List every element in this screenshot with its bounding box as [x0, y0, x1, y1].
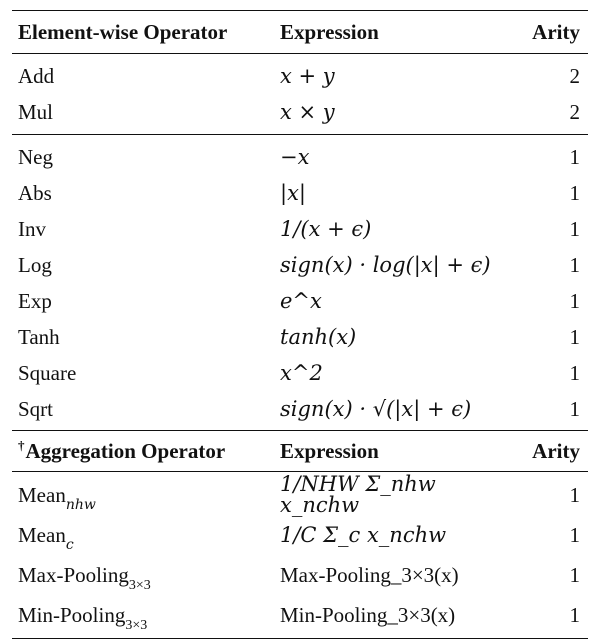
- table-row-abs: [12, 175, 588, 211]
- arity-header: Arity: [532, 19, 580, 44]
- expression-math: tanh(x): [280, 324, 357, 349]
- operator-name: Log: [18, 252, 52, 277]
- operator-expression: [280, 324, 520, 349]
- table-row-inv: [12, 211, 588, 247]
- table-row-sqrt: [12, 391, 588, 427]
- operator-expression: [280, 99, 520, 124]
- operator-arity: 1: [569, 288, 580, 313]
- operator-base: Min-Pooling: [18, 602, 126, 627]
- expression-math: 1/C Σ_c x_nchw: [280, 522, 447, 547]
- table-row-square: [12, 355, 588, 391]
- operator-arity: 1: [569, 180, 580, 205]
- operator-name: Add: [18, 63, 55, 88]
- operator-base: Max-Pooling: [18, 562, 129, 587]
- operator-subscript: c: [65, 536, 74, 553]
- operator-arity: 1: [569, 216, 580, 241]
- expression-math: sign(x) · √(|x| + ϵ): [280, 396, 472, 421]
- table-row-mul: [12, 94, 588, 130]
- expression-math: sign(x) · log(|x| + ϵ): [280, 252, 491, 277]
- operator-expression: [280, 474, 520, 516]
- table-row-max-pooling: [12, 555, 588, 595]
- operator-arity: 1: [569, 482, 580, 507]
- operator-expression: [280, 180, 520, 205]
- binary-unary-rule: [12, 134, 588, 135]
- table-row-exp: [12, 283, 588, 319]
- operator-name: Mul: [18, 99, 54, 124]
- expression-math: Min-Pooling_3×3(x): [280, 602, 456, 627]
- table-row-add: [12, 58, 588, 94]
- operator-arity: 1: [569, 396, 580, 421]
- operator-name: Inv: [18, 216, 46, 241]
- operator-arity: 1: [569, 252, 580, 277]
- operator-name: Square: [18, 360, 77, 385]
- expression-math: 1/(x + ϵ): [280, 216, 372, 241]
- operator-expression: [280, 144, 520, 169]
- table-row-neg: [12, 139, 588, 175]
- expression-header: Expression: [280, 19, 379, 44]
- aggregation-operator-header: [18, 437, 280, 463]
- expression-math: 1/NHW Σ_nhw x_nchw: [280, 472, 436, 517]
- operator-expression: [280, 562, 520, 587]
- element-wise-operator-header: Element-wise Operator: [18, 19, 228, 44]
- expression-math: Max-Pooling_3×3(x): [280, 562, 459, 587]
- operator-arity: 1: [569, 360, 580, 385]
- operator-base: Mean: [18, 522, 66, 547]
- operator-arity: 2: [569, 63, 580, 88]
- table-row-log: [12, 247, 588, 283]
- table-row-mean-c: [12, 515, 588, 555]
- operator-expression: [280, 360, 520, 385]
- element-wise-header-row: [12, 11, 588, 53]
- operator-name: [18, 522, 280, 553]
- operator-base: Mean: [18, 482, 66, 507]
- expression-header: Expression: [280, 438, 379, 463]
- table-row-mean-nhw: [12, 472, 588, 517]
- operator-expression: [280, 522, 520, 547]
- table-row-tanh: [12, 319, 588, 355]
- operator-name: Sqrt: [18, 396, 54, 421]
- operator-name: [18, 562, 280, 593]
- operator-name: [18, 602, 280, 633]
- operator-expression: [280, 252, 520, 277]
- table-row-min-pooling: [12, 595, 588, 635]
- operator-name: Tanh: [18, 324, 60, 349]
- operator-arity: 1: [569, 562, 580, 587]
- operator-name: [18, 482, 280, 513]
- expression-math: x + y: [280, 63, 335, 88]
- operator-arity: 2: [569, 99, 580, 124]
- expression-math: x × y: [280, 99, 335, 124]
- operator-arity: 1: [569, 144, 580, 169]
- operator-expression: [280, 216, 520, 241]
- operator-expression: [280, 288, 520, 313]
- operator-name: Neg: [18, 144, 53, 169]
- operator-subscript: 3×3: [128, 577, 151, 593]
- operator-arity: 1: [569, 602, 580, 627]
- expression-math: −x: [280, 144, 310, 169]
- operator-name: Exp: [18, 288, 52, 313]
- dagger-mark: †: [18, 437, 25, 453]
- header-rule: [12, 53, 588, 54]
- operator-expression: [280, 63, 520, 88]
- operator-expression: [280, 396, 520, 421]
- expression-math: |x|: [280, 180, 306, 205]
- expression-math: x^2: [280, 360, 323, 385]
- arity-header: Arity: [532, 438, 580, 463]
- operator-subscript: 3×3: [125, 617, 148, 633]
- operator-table: [12, 10, 588, 639]
- operator-name: Abs: [18, 180, 52, 205]
- expression-math: e^x: [280, 288, 322, 313]
- operator-expression: [280, 602, 520, 627]
- aggregation-operator-label: Aggregation Operator: [25, 438, 226, 463]
- operator-arity: 1: [569, 324, 580, 349]
- operator-arity: 1: [569, 522, 580, 547]
- operator-subscript: nhw: [65, 496, 96, 513]
- aggregation-header-row: [12, 431, 588, 471]
